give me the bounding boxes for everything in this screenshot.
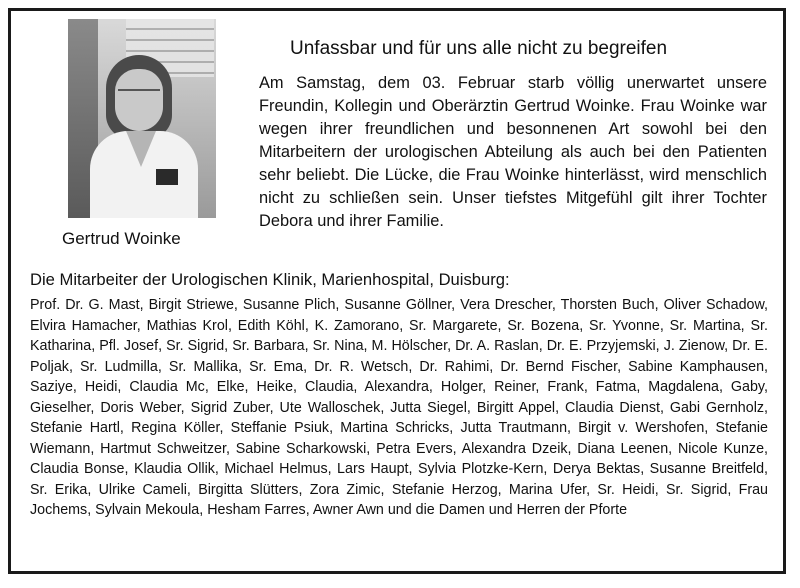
photo-glasses (118, 89, 160, 101)
staff-heading: Die Mitarbeiter der Urologischen Klinik, Marienhospital, Duisburg: (30, 270, 510, 289)
staff-names: Prof. Dr. G. Mast, Birgit Striewe, Susanne Plich, Susanne Göllner, Vera Drescher, Thorsten Buch, Oliver Schadow, Elvira Hamacher, Mathias Krol, Edith Köhl, K. Zamorano, Sr. Margarete, Sr. Bozena, Sr. Yvonne, Sr. Martina, Sr. Katharina, Pfl. Josef, Sr. Sigrid, Sr. Barbara, Sr. Nina, M. Hölscher, Dr. A. Raslan, Dr. E. Przyjemski, J. Zienow, Dr. E. Poljak, Sr. Ludmilla, Sr. Mallika, Sr. Ema, Dr. R. Wetsch, Dr. Rahimi, Dr. Bernd Fischer, Sabine Kamphausen, Saziye, Heidi, Claudia Mc, Elke, Heike, Claudia, Alexandra, Holger, Reiner, Frank, Fatma, Magdalena, Gaby, Gieselher, Doris Weber, Sigrid Zuber, Ute Walloschek, Jutta Siegel, Birgitt Appel, Claudia Dienst, Gabi Gernholz, Stefanie Hartl, Regina Köller, Steffanie Psiuk, Martina Schricks, Jutta Trautmann, Birgit v. Wershofen, Stefanie Wiemann, Hartmut Schweitzer, Sabine Scharkowski, Petra Evers, Alexandra Dzeik, Diana Leenen, Nicole Kunze, Claudia Bonse, Klaudia Ollik, Michael Helmus, Lars Haupt, Sylvia Plotzke-Kern, Derya Bektas, Susanne Breitfeld, Sr. Erika, Ulrike Cameli, Birgitta Slütters, Zora Zimic, Stefanie Herzog, Marina Ufer, Sr. Heidi, Sr. Sigrid, Frau Jochems, Sylvain Mekoula, Hesham Farres, Awner Awn und die Damen und Herren der Pforte (30, 297, 768, 518)
headline: Unfassbar und für uns alle nicht zu begreifen (290, 38, 668, 59)
tribute-text: Am Samstag, dem 03. Februar starb völlig unerwartet unsere Freundin, Kollegin und Oberärztin Gertrud Woinke. Frau Woinke war wegen ihrer freundlichen und besonnenen Art sowohl bei den Mitarbeitern der urologischen Abteilung als auch bei den Patienten sehr beliebt. Die Lücke, die Frau Woinke hinterlässt, wird menschlich nicht zu schließen sein. Unser tiefstes Mitgefühl gilt ihrer Tochter Debora und ihrer Familie. (259, 74, 767, 230)
photo-caption: Gertrud Woinke (62, 229, 181, 248)
portrait-photo (68, 19, 216, 218)
photo-name-badge (156, 169, 178, 185)
